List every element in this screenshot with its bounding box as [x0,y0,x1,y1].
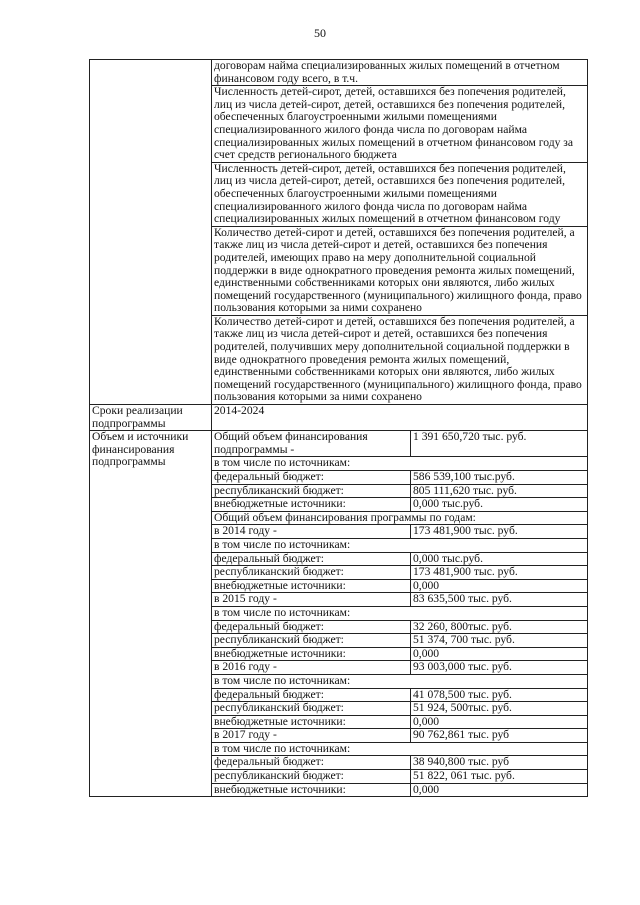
financing-amount: 586 539,100 тыс.руб. [411,471,588,485]
terms-label: Сроки реализации подпрограммы [90,405,212,431]
financing-source: в 2014 году - [212,525,411,539]
financing-amount: 0,000 тыс.руб. [411,552,588,566]
financing-heading: в том числе по источникам: [212,606,588,620]
financing-amount: 51 374, 700 тыс. руб. [411,634,588,648]
financing-amount: 41 078,500 тыс. руб. [411,688,588,702]
financing-source: республиканский бюджет: [212,770,411,784]
financing-amount: 90 762,861 тыс. руб [411,729,588,743]
financing-source: в 2016 году - [212,661,411,675]
financing-source: республиканский бюджет: [212,702,411,716]
indicator-cell: Численность детей-сирот, детей, оставшихся без попечения родителей, лиц из числа детей-сирот, детей, оставшихся без попечения родителей, обеспеченных благоустроенными жилыми помещениями специализированного жилого фонда числа по договорам найма специализированных жилых помещений в отчетном финансовом году за счет средств регионального бюджета [212,86,588,163]
financing-amount: 51 822, 061 тыс. руб. [411,770,588,784]
financing-source: внебюджетные источники: [212,647,411,661]
financing-source: в 2015 году - [212,593,411,607]
financing-amount: 51 924, 500тыс. руб. [411,702,588,716]
indicator-cell: Количество детей-сирот и детей, оставшихся без попечения родителей, а также лиц из числа детей-сирот и детей, оставшихся без попечения родителей, имеющих право на меру дополнительной социальной поддержки в виде однократного проведения ремонта жилых помещений, единственными собственниками которых они являются, либо жилых помещений государственного (муниципального) жилищного фонда, право пользования которыми за ними сохранено [212,226,588,315]
financing-amount: 32 260, 800тыс. руб. [411,620,588,634]
financing-amount: 805 111,620 тыс. руб. [411,484,588,498]
terms-row [90,405,588,431]
financing-heading: в том числе по источникам: [212,538,588,552]
financing-source: республиканский бюджет: [212,484,411,498]
financing-source: внебюджетные источники: [212,579,411,593]
financing-heading: в том числе по источникам: [212,742,588,756]
financing-label: Объем и источники финансирования подпрограммы [90,431,212,797]
financing-heading: Общий объем финансирования программы по годам: [212,511,588,525]
financing-row [90,431,588,457]
financing-source: федеральный бюджет: [212,688,411,702]
financing-amount: 0,000 [411,647,588,661]
financing-source: федеральный бюджет: [212,756,411,770]
indicator-cell: Количество детей-сирот и детей, оставшихся без попечения родителей, а также лиц из числа детей-сирот и детей, оставшихся без попечения родителей, получивших меру дополнительной социальной поддержки в виде однократного проведения ремонта жилых помещений, единственными собственниками которых они являются, либо жилых помещений государственного (муниципального) жилищного фонда, право пользования которыми за ними сохранено [212,315,588,404]
indicator-cell: договорам найма специализированных жилых помещений в отчетном финансовом году всего, в т.ч. [212,60,588,86]
financing-source: федеральный бюджет: [212,471,411,485]
financing-amount: 0,000 [411,579,588,593]
indicator-row [90,60,588,86]
terms-value: 2014-2024 [212,405,588,431]
financing-amount: 38 940,800 тыс. руб [411,756,588,770]
financing-amount: 0,000 [411,783,588,797]
financing-amount: 173 481,900 тыс. руб. [411,525,588,539]
financing-source: внебюджетные источники: [212,783,411,797]
financing-amount: 0,000 тыс.руб. [411,498,588,512]
page-number: 50 [314,26,326,40]
financing-amount: 83 635,500 тыс. руб. [411,593,588,607]
financing-source: Общий объем финансирования подпрограммы - [212,431,411,457]
financing-amount: 93 003,000 тыс. руб. [411,661,588,675]
financing-source: внебюджетные источники: [212,715,411,729]
financing-source: в 2017 году - [212,729,411,743]
financing-source: республиканский бюджет: [212,634,411,648]
financing-amount: 1 391 650,720 тыс. руб. [411,431,588,457]
indicator-cell: Численность детей-сирот, детей, оставшихся без попечения родителей, лиц из числа детей-сирот, детей, оставшихся без попечения родителей, обеспеченных благоустроенными жилыми помещениями специализированного жилого фонда числа по договорам найма специализированных жилых помещений в отчетном финансовом году [212,162,588,226]
indicators-label-cell [90,60,212,405]
financing-source: республиканский бюджет: [212,566,411,580]
financing-amount: 173 481,900 тыс. руб. [411,566,588,580]
financing-source: внебюджетные источники: [212,498,411,512]
subprogram-passport-table [89,59,588,797]
financing-heading: в том числе по источникам: [212,674,588,688]
financing-amount: 0,000 [411,715,588,729]
financing-heading: в том числе по источникам: [212,457,588,471]
financing-source: федеральный бюджет: [212,620,411,634]
financing-source: федеральный бюджет: [212,552,411,566]
